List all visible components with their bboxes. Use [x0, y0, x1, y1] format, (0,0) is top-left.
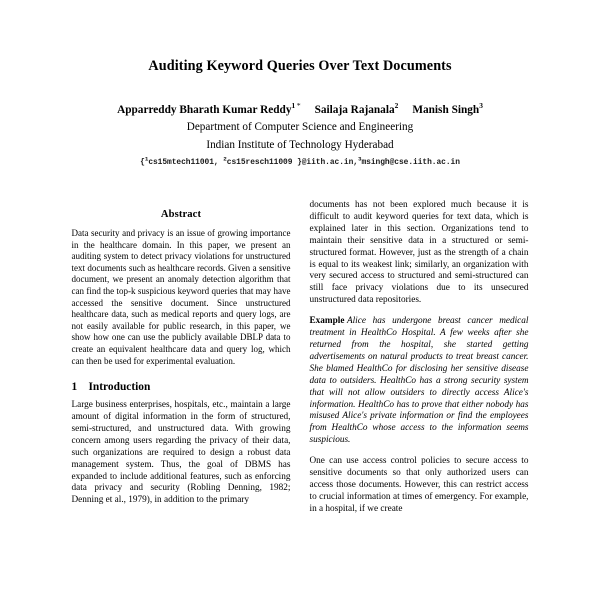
example-body-text: Alice has undergone breast cancer medical treatment in HealthCo Hospital. A few weeks after she returned from the hospital, she started getting advertisements on natural products to treat breast cancer. She blamed HealthCo for disclosing her sensitive disease data to outsiders. HealthCo has a strong security system that will not allow outsiders to directly access Alice's information. HealthCo has to prove that either nobody has misused Alice's private information or find the employees from HealthCo whose access to the information seems suspicious.	[309, 316, 529, 446]
email-id-3: msingh@cse.iith.ac.in	[361, 158, 460, 168]
section-title: Introduction	[88, 381, 151, 394]
continuation-paragraph: documents has not been explored much because it is difficult to audit keyword queries for text data, which is explained later in this section. Organizations tend to maintain their sensitive data in a structured or semi-structured format. However, just as the strength of a chain is equal to its weakest link; similarly, an organization with very secured access to structured and semi-structured can still face privacy violations due to its unsecured unstructured data repositories.	[309, 200, 529, 306]
left-column	[72, 200, 291, 516]
author-name: Apparreddy Bharath Kumar Reddy	[117, 104, 292, 117]
abstract-heading: Abstract	[160, 209, 202, 220]
email-marker-3: 3	[357, 155, 362, 163]
example-label: Example	[309, 316, 345, 327]
author-entry	[412, 101, 483, 117]
author-affiliation-marker: 3	[479, 101, 483, 111]
email-id-1: cs15mtech11001,	[148, 158, 219, 168]
email-open-brace: {	[140, 158, 145, 168]
email-marker-1: 1	[144, 155, 149, 163]
author-affiliation-marker: 1	[291, 101, 296, 111]
author-corresponding-marker: *	[296, 101, 301, 111]
introduction-paragraph: Large business enterprises, hospitals, etc., maintain a large amount of digital information in the form of structured, semi-structured, and unstructured data. With growing concern among users regarding the privacy of their data, such organizations are required to design a robust data management system. Thus, the goal of DBMS has expanded to include additional features, such as enforcing data privacy and security (Robling Denning, 1982; Denning et al., 1979), in addition to the primary	[71, 400, 291, 506]
author-list	[0, 103, 600, 168]
access-control-paragraph: One can use access control policies to secure access to sensitive documents so that only authorized users can access those documents. However, this can restrict access to crucial information at times of emergency. For example, in a hospital, if we create	[309, 456, 529, 514]
author-name: Manish Singh	[412, 104, 480, 117]
section-number: 1	[71, 381, 78, 394]
author-emails	[0, 155, 600, 168]
email-domain: }@iith.ac.in,	[297, 158, 358, 168]
right-column	[310, 200, 529, 516]
title-block	[0, 0, 600, 168]
affiliation-department: Department of Computer Science and Engineering	[186, 121, 414, 134]
section-heading-introduction	[72, 381, 291, 393]
email-id-2: cs15resch11009	[226, 158, 293, 168]
affiliation-institute: Indian Institute of Technology Hyderabad	[206, 139, 394, 152]
abstract-paragraph: Data security and privacy is an issue of growing importance in the healthcare domain. In this paper, we present an auditing system to detect privacy violations for unstructured text documents such as healthcare records. Given a sensitive document, we present an anomaly detection algorithm that can find the top-k suspicious keyword queries that may have accessed the sensitive document. Since unstructured healthcare data, such as medical reports and query logs, are not easily available for public research, in this paper, we show how one can use the publicly available DBLP data to create an equivalent healthcare data and query log, which can then be used for experimental evaluation.	[71, 228, 291, 366]
email-marker-2: 2	[223, 155, 227, 163]
example-paragraph	[310, 316, 529, 447]
author-affiliation-marker: 2	[394, 101, 399, 111]
author-name: Sailaja Rajanala	[314, 104, 395, 117]
body-columns	[0, 200, 600, 516]
author-entry	[117, 101, 301, 117]
page-title: Auditing Keyword Queries Over Text Documents	[148, 58, 452, 74]
author-entry	[314, 101, 399, 117]
